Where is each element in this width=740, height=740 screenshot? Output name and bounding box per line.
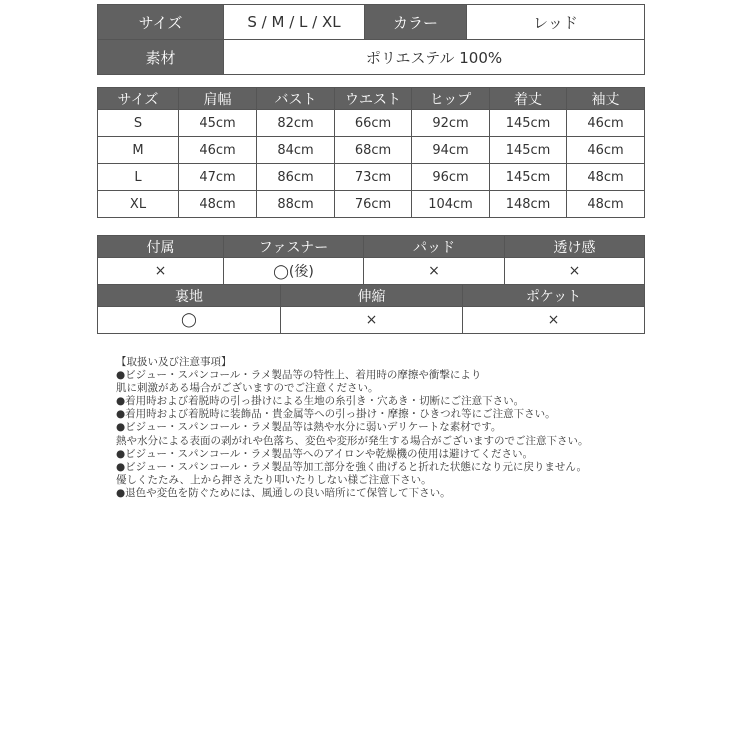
spec-header: 伸縮: [281, 285, 463, 307]
table-row: [98, 191, 645, 218]
care-instructions: [116, 356, 656, 500]
table-row: [98, 137, 645, 164]
info-row: [98, 5, 645, 40]
spec-header: パッド: [364, 236, 505, 258]
color-value: レッド: [467, 5, 645, 40]
table-cell: 92cm: [412, 110, 490, 137]
care-line: 肌に刺激がある場合がございますのでご注意ください。: [116, 382, 379, 395]
care-line: ●ビジュー・スパンコール・ラメ製品等へのアイロンや乾燥機の使用は避けてください。: [116, 447, 533, 460]
table-cell: 46cm: [179, 137, 257, 164]
material-value: ポリエステル 100%: [224, 40, 645, 75]
table-cell: 82cm: [257, 110, 335, 137]
table-cell: M: [98, 137, 179, 164]
spec-header-row: [98, 236, 645, 258]
table-row: [98, 164, 645, 191]
material-label: 素材: [98, 40, 224, 75]
table-row: [98, 110, 645, 137]
size-label: サイズ: [98, 5, 224, 40]
care-line: ●ビジュー・スパンコール・ラメ製品等の特性上、着用時の摩擦や衝撃により: [116, 369, 482, 382]
spec-value: ×: [463, 307, 645, 334]
size-chart-header: 袖丈: [567, 88, 645, 110]
size-chart-header: 肩幅: [179, 88, 257, 110]
spec-table-accessories: [97, 235, 645, 285]
spec-table-lining: [97, 284, 645, 334]
spec-header-row: [98, 285, 645, 307]
care-line: ●着用時および着脱時に装飾品・貴金属等への引っ掛け・摩擦・ひきつれ等にご注意下さい。: [116, 408, 556, 421]
table-cell: 148cm: [490, 191, 567, 218]
table-cell: 66cm: [335, 110, 412, 137]
table-cell: 104cm: [412, 191, 490, 218]
table-cell: S: [98, 110, 179, 137]
table-cell: 48cm: [567, 191, 645, 218]
product-info-table: [97, 4, 645, 75]
care-line: ●着用時および着脱時の引っ掛けによる生地の糸引き・穴あき・切断にご注意下さい。: [116, 395, 525, 408]
size-chart-header: サイズ: [98, 88, 179, 110]
info-row: [98, 40, 645, 75]
spec-header: ポケット: [463, 285, 645, 307]
table-cell: 145cm: [490, 110, 567, 137]
table-cell: 46cm: [567, 110, 645, 137]
care-line: 優しくたたみ、上から押さえたり叩いたりしない様ご注意下さい。: [116, 473, 432, 486]
table-cell: 84cm: [257, 137, 335, 164]
spec-value-row: [98, 258, 645, 285]
spec-value: ×: [98, 258, 224, 285]
table-cell: 45cm: [179, 110, 257, 137]
table-cell: 47cm: [179, 164, 257, 191]
table-cell: XL: [98, 191, 179, 218]
care-line: ●ビジュー・スパンコール・ラメ製品等は熱や水分に弱いデリケートな素材です。: [116, 421, 502, 434]
care-line: ●退色や変色を防ぐためには、風通しの良い暗所にて保管して下さい。: [116, 486, 451, 499]
spec-header: ファスナー: [224, 236, 364, 258]
size-chart-header: ヒップ: [412, 88, 490, 110]
size-chart-header-row: [98, 88, 645, 110]
care-title: 【取扱い及び注意事項】: [116, 356, 232, 368]
table-cell: 86cm: [257, 164, 335, 191]
color-label: カラー: [365, 5, 467, 40]
spec-header: 付属: [98, 236, 224, 258]
size-chart-table: [97, 87, 645, 218]
spec-value: ◯(後): [224, 258, 364, 285]
table-cell: 145cm: [490, 137, 567, 164]
size-chart-header: ウエスト: [335, 88, 412, 110]
spec-header: 裏地: [98, 285, 281, 307]
table-cell: L: [98, 164, 179, 191]
table-cell: 46cm: [567, 137, 645, 164]
table-cell: 48cm: [179, 191, 257, 218]
size-chart-header: 着丈: [490, 88, 567, 110]
table-cell: 48cm: [567, 164, 645, 191]
table-cell: 76cm: [335, 191, 412, 218]
table-cell: 96cm: [412, 164, 490, 191]
table-cell: 145cm: [490, 164, 567, 191]
table-cell: 73cm: [335, 164, 412, 191]
size-chart-header: バスト: [257, 88, 335, 110]
table-cell: 88cm: [257, 191, 335, 218]
spec-value: ◯: [98, 307, 281, 334]
care-line: ●ビジュー・スパンコール・ラメ製品等加工部分を強く曲げると折れた状態になり元に戻りません。: [116, 460, 588, 473]
spec-value: ×: [364, 258, 505, 285]
table-cell: 94cm: [412, 137, 490, 164]
table-cell: 68cm: [335, 137, 412, 164]
care-line: 熱や水分による表面の剥がれや色落ち、変色や変形が発生する場合がございますのでご注意下さい。: [116, 434, 589, 447]
spec-value: ×: [505, 258, 645, 285]
spec-value-row: [98, 307, 645, 334]
spec-header: 透け感: [505, 236, 645, 258]
size-value: S / M / L / XL: [224, 5, 365, 40]
spec-value: ×: [281, 307, 463, 334]
